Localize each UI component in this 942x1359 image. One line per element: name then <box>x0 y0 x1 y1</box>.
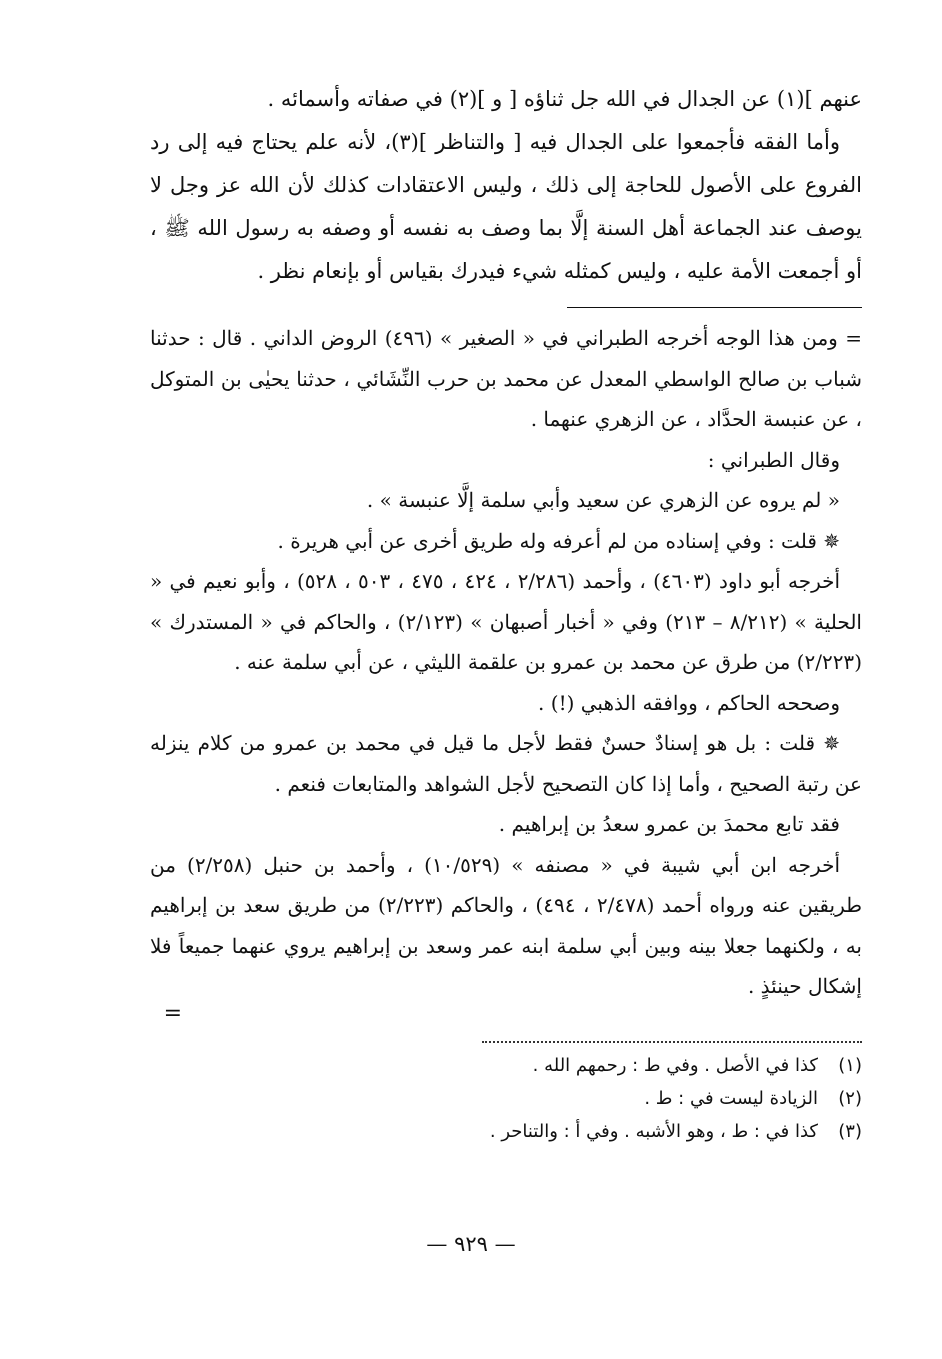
page-number: — ٩٢٩ — <box>426 1232 516 1256</box>
note-item <box>150 1082 862 1115</box>
footnote-paragraph: وقال الطبراني : <box>707 447 840 472</box>
note-item <box>150 1049 862 1082</box>
footnote-paragraph: « لم يروه عن الزهري عن سعيد وأبي سلمة إلَّا عنبسة » . <box>366 488 840 512</box>
footnote-paragraph: أخرجه أبو داود (٤٦٠٣) ، وأحمد (٢/٢٨٦ ، ٤٢٤ ، ٤٧٥ ، ٥٠٣ ، ٥٢٨) ، وأبو نعيم في « الحلية » (٨/٢١٢ – ٢١٣) وفي « أخبار أصبهان » (٢/١٢٣) ، والحاكم في « المستدرك » (٢/٢٢٣) من طرق عن محمد بن عمرو بن علقمة الليثي ، عن أبي سلمة عنه . <box>150 569 862 674</box>
note-number: (١) <box>838 1054 862 1076</box>
note-number: (٢) <box>838 1087 862 1109</box>
page-body <box>150 78 862 1348</box>
note-item <box>150 1115 862 1148</box>
footnote-paragraph: وصححه الحاكم ، ووافقه الذهبي (!) . <box>538 690 840 715</box>
footnote-paragraph: ✵ قلت : بل هو إسنادٌ حسنٌ فقط لأجل ما قيل في محمد بن عمرو من كلام ينزله عن رتبة الصحيح ، وأما إذا كان التصحيح لأجل الشواهد والمتابعات فنعم . <box>150 731 862 796</box>
footnote-block <box>150 318 862 1007</box>
note-text: الزيادة ليست في : ط . <box>644 1087 818 1109</box>
main-paragraph: وأما الفقه فأجمعوا على الجدال فيه [ والتناظر ](٣)، لأنه علم يحتاج فيه إلى رد الفروع على الأصول للحاجة إلى ذلك ، وليس الاعتقادات كذلك لأن الله عز وجل لا يوصف عند الجماعة أهل السنة إلَّا بما وصف به نفسه أو وصفه به رسول الله ﷺ ، أو أجمعت الأمة عليه ، وليس كمثله شيء فيدرك بقياس أو بإنعام نظر . <box>150 130 862 283</box>
footnote-paragraph: ✵ قلت : وفي إسناده من لم أعرفه وله طريق أخرى عن أبي هريرة . <box>277 528 840 553</box>
footnote-separator <box>567 307 862 308</box>
footnote-paragraph: فقد تابع محمدَ بن عمرو سعدُ بن إبراهيم . <box>498 812 840 836</box>
footnote-paragraph: أخرجه ابن أبي شيبة في « مصنفه » (١٠/٥٢٩) ، وأحمد بن حنبل (٢/٢٥٨) من طريقين عنه ورواه أحمد (٢/٤٧٨ ، ٤٩٤) ، والحاكم (٢/٢٢٣) من طريق سعد بن إبراهيم به ، ولكنهما جعلا بينه وبين أبي سلمة ابنه عمر وسعد بن إبراهيم يروي عنهما جميعاً فلا إشكال حينئذٍ . <box>150 852 863 998</box>
continuation-marker: = <box>163 1000 182 1026</box>
main-paragraph: عنهم ](١) عن الجدال في الله جل ثناؤه [ و ](٢) في صفاته وأسمائه . <box>267 87 862 111</box>
note-number: (٣) <box>838 1120 862 1142</box>
notes-list <box>150 1049 862 1148</box>
note-text: كذا في الأصل . وفي ط : رحمهم الله . <box>532 1054 818 1076</box>
notes-separator <box>482 1041 862 1043</box>
main-text <box>150 78 862 293</box>
footnote-paragraph: = ومن هذا الوجه أخرجه الطبراني في « الصغير » (٤٩٦) الروض الداني . قال : حدثنا شباب بن صالح الواسطي المعدل عن محمد بن حرب النِّشَائي ، حدثنا يحيٰى بن المتوكل ، عن عنبسة الحدَّاد ، عن الزهري عنهما . <box>150 326 863 431</box>
note-text: كذا في : ط ، وهو الأشبه . وفي أ : والتناحر . <box>489 1120 818 1142</box>
